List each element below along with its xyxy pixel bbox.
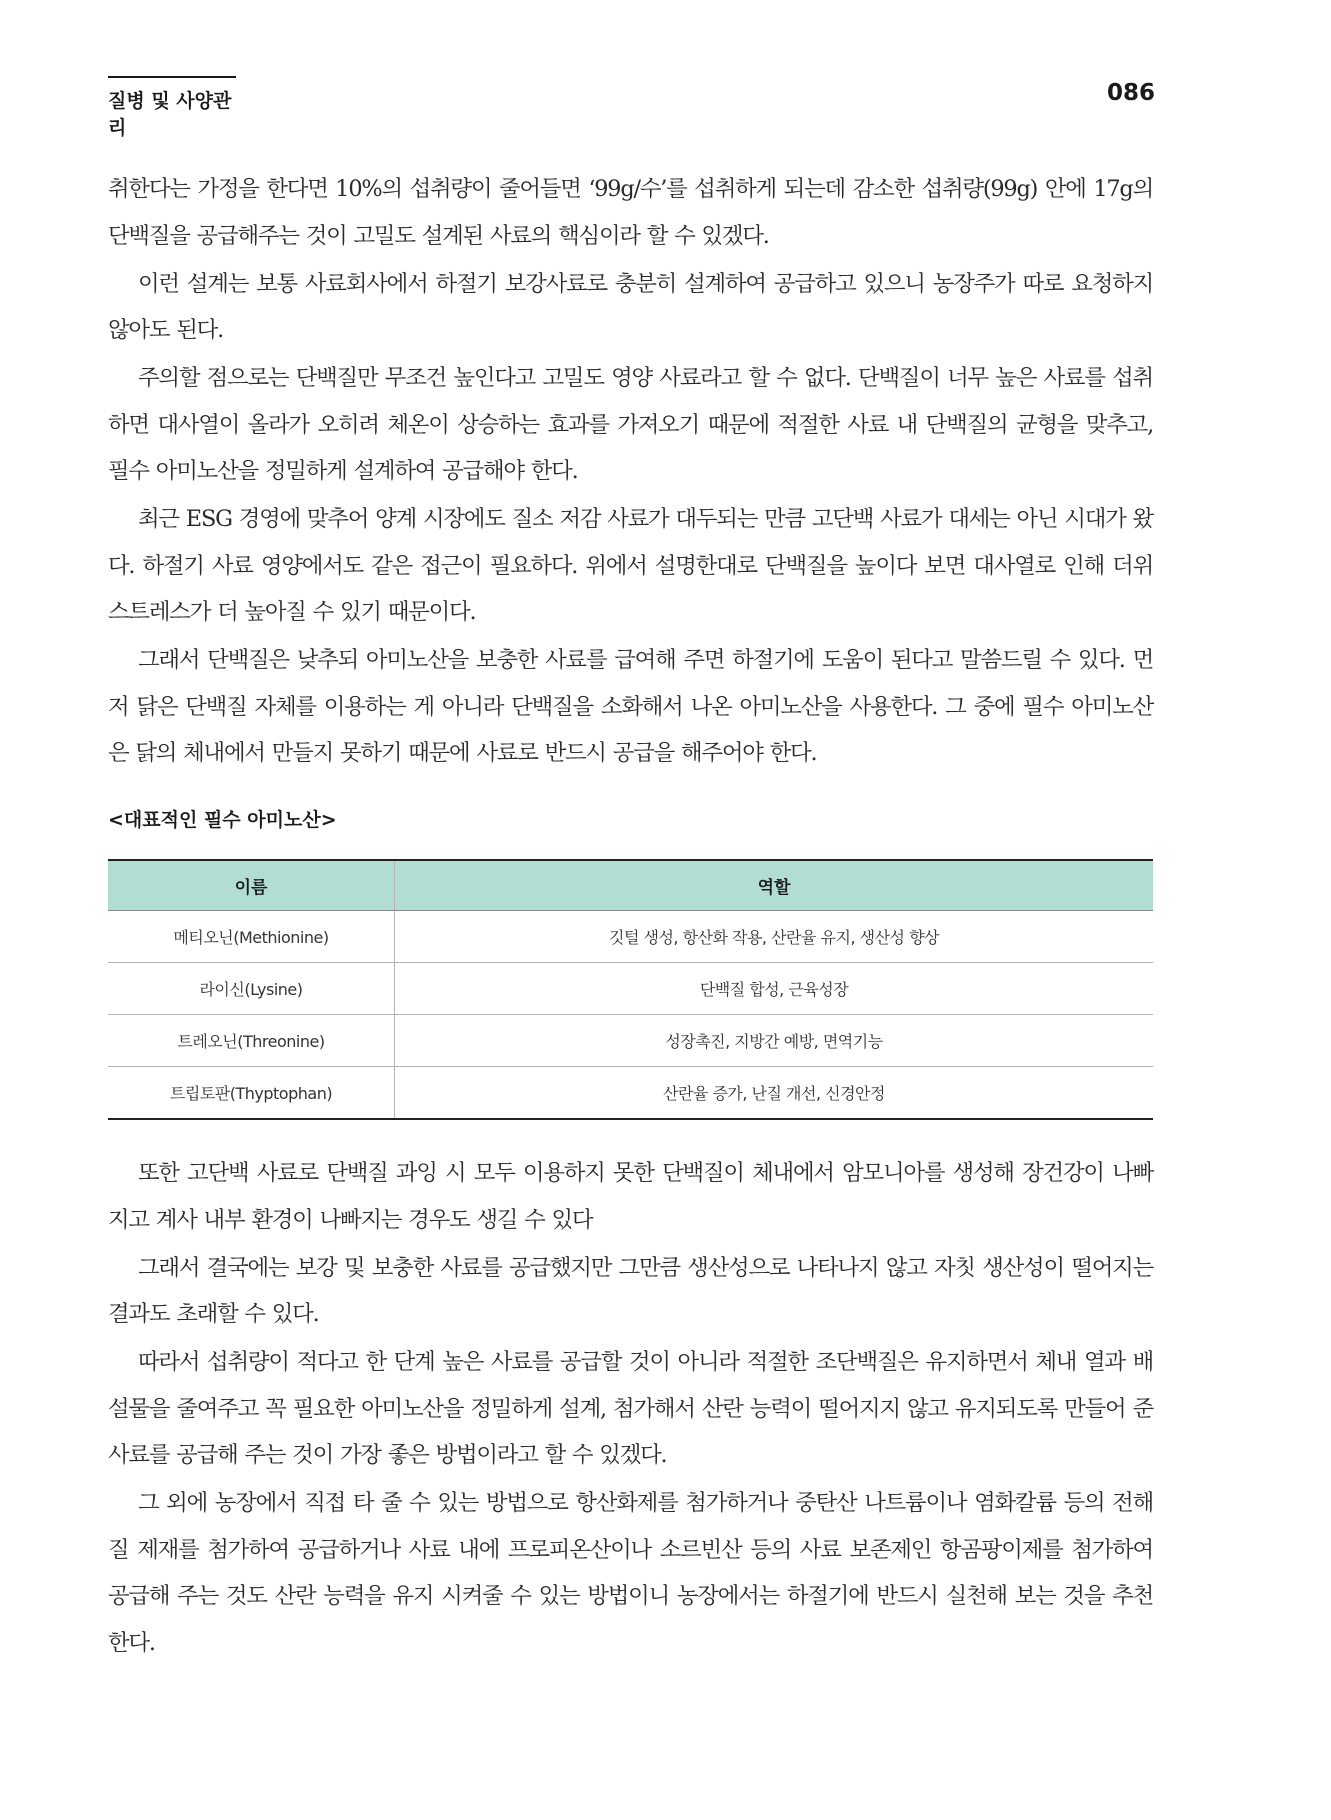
paragraph: 최근 ESG 경영에 맞추어 양계 시장에도 질소 저감 사료가 대두되는 만큼 고단백 사료가 대세는 아닌 시대가 왔다. 하절기 사료 영양에서도 같은 접근이 필요하다. 위에서 설명한대로 단백질을 높이다 보면 대사열로 인해 더위 스트레스가 더 높아질 수 있기 때문이다. [108, 506, 1153, 625]
amino-acid-name: 라이신(Lysine) [108, 963, 395, 1015]
paragraph: 취한다는 가정을 한다면 10%의 섭취량이 줄어들면 ‘99g/수’를 섭취하게 되는데 감소한 섭취량(99g) 안에 17g의 단백질을 공급해주는 것이 고밀도 설계된 사료의 핵심이라 할 수 있겠다. [108, 176, 1153, 249]
table-title: <대표적인 필수 아미노산> [108, 809, 337, 831]
table-row [108, 963, 1153, 1015]
paragraph: 그 외에 농장에서 직접 타 줄 수 있는 방법으로 항산화제를 첨가하거나 중탄산 나트륨이나 염화칼륨 등의 전해질 제재를 첨가하여 공급하거나 사료 내에 프로피온산이나 소르빈산 등의 사료 보존제인 항곰팡이제를 첨가하여 공급해 주는 것도 산란 능력을 유지 시켜줄 수 있는 방법이니 농장에서는 하절기에 반드시 실천해 보는 것을 추천한다. [108, 1490, 1153, 1656]
table-row [108, 911, 1153, 963]
amino-acid-name: 트레오닌(Threonine) [108, 1015, 395, 1067]
column-header-role: 역할 [395, 860, 1154, 911]
paragraph: 그래서 결국에는 보강 및 보충한 사료를 공급했지만 그만큼 생산성으로 나타나지 않고 자칫 생산성이 떨어지는 결과도 초래할 수 있다. [108, 1254, 1153, 1327]
table-row [108, 1067, 1153, 1120]
paragraph: 그래서 단백질은 낮추되 아미노산을 보충한 사료를 급여해 주면 하절기에 도움이 된다고 말씀드릴 수 있다. 먼저 닭은 단백질 자체를 이용하는 게 아니라 단백질을 소화해서 나온 아미노산을 사용한다. 그 중에 필수 아미노산은 닭의 체내에서 만들지 못하기 때문에 사료로 반드시 공급을 해주어야 한다. [108, 647, 1153, 766]
body-text-top [108, 166, 1153, 778]
paragraph: 또한 고단백 사료로 단백질 과잉 시 모두 이용하지 못한 단백질이 체내에서 암모니아를 생성해 장건강이 나빠지고 계사 내부 환경이 나빠지는 경우도 생길 수 있다 [108, 1160, 1153, 1233]
amino-acid-role: 단백질 합성, 근육성장 [395, 963, 1154, 1015]
amino-acid-name: 트립토판(Thyptophan) [108, 1067, 395, 1120]
column-header-name: 이름 [108, 860, 395, 911]
table-header-row [108, 860, 1153, 911]
page-number: 086 [1106, 80, 1155, 106]
paragraph: 주의할 점으로는 단백질만 무조건 높인다고 고밀도 영양 사료라고 할 수 없다. 단백질이 너무 높은 사료를 섭취하면 대사열이 올라가 오히려 체온이 상승하는 효과를 가져오기 때문에 적절한 사료 내 단백질의 균형을 맞추고, 필수 아미노산을 정밀하게 설계하여 공급해야 한다. [108, 365, 1153, 484]
amino-acid-table [108, 859, 1153, 1120]
table-row [108, 1015, 1153, 1067]
amino-acid-name: 메티오닌(Methionine) [108, 911, 395, 963]
body-text-bottom [108, 1150, 1153, 1668]
amino-acid-role: 산란율 증가, 난질 개선, 신경안정 [663, 1084, 885, 1103]
paragraph: 따라서 섭취량이 적다고 한 단계 높은 사료를 공급할 것이 아니라 적절한 조단백질은 유지하면서 체내 열과 배설물을 줄여주고 꼭 필요한 아미노산을 정밀하게 설계, 첨가해서 산란 능력이 떨어지지 않고 유지되도록 만들어 준 사료를 공급해 주는 것이 가장 좋은 방법이라고 할 수 있겠다. [108, 1349, 1153, 1468]
amino-acid-role: 깃털 생성, 항산화 작용, 산란율 유지, 생산성 향상 [395, 911, 1154, 963]
amino-acid-role: 성장촉진, 지방간 예방, 면역기능 [395, 1015, 1154, 1067]
paragraph: 이런 설계는 보통 사료회사에서 하절기 보강사료로 충분히 설계하여 공급하고 있으니 농장주가 따로 요청하지 않아도 된다. [108, 270, 1153, 343]
section-title: 질병 및 사양관리 [108, 76, 236, 140]
